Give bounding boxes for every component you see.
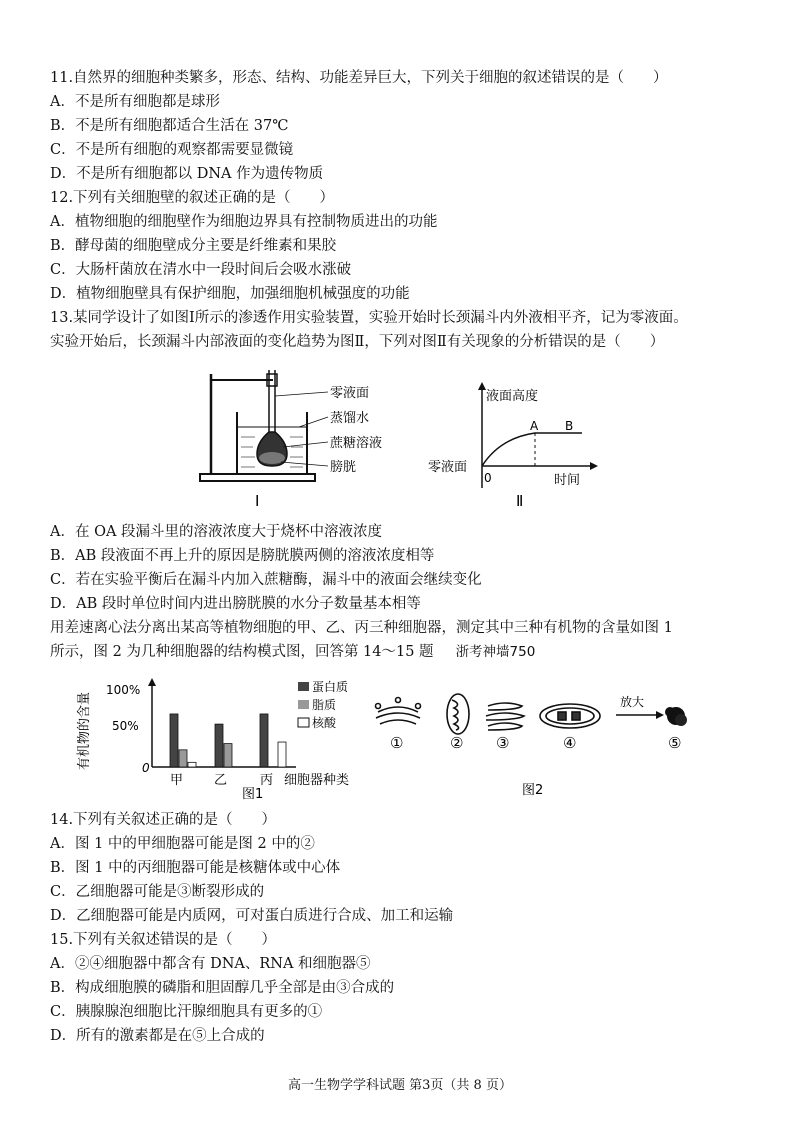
q12-option-c: C．大肠杆菌放在清水中一段时间后会吸水涨破	[50, 262, 352, 278]
bar-protein-2	[260, 714, 268, 767]
label-bladder: 膀胱	[330, 460, 357, 475]
xlabel-time: 时间	[554, 473, 581, 488]
q13-option-b: B．AB 段液面不再上升的原因是膀胱膜两侧的溶液浓度相等	[50, 548, 435, 564]
q12-stem: 12.下列有关细胞壁的叙述正确的是（ ）	[50, 190, 335, 206]
q13-stem-line1: 13.某同学设计了如图Ⅰ所示的渗透作用实验装置，实验开始时长颈漏斗内外液相平齐，记为零液面。	[50, 310, 688, 326]
legend-protein: 蛋白质	[312, 680, 349, 694]
figure-osmosis-apparatus	[195, 362, 385, 512]
bar-lipid-1	[224, 744, 232, 767]
organelle-label-5: ⑤	[668, 734, 682, 752]
zero-level-label: 零液面	[428, 460, 468, 475]
q15-option-c: C．胰腺腺泡细胞比汗腺细胞具有更多的①	[50, 1004, 323, 1020]
intro-line1: 用差速离心法分离出某高等植物细胞的甲、乙、丙三种细胞器，测定其中三种有机物的含量如图 1	[50, 620, 673, 636]
organelle-ribosome	[665, 707, 687, 726]
figure1-bar-chart	[70, 672, 410, 802]
q14-option-c: C．乙细胞器可能是③断裂形成的	[50, 884, 265, 900]
q11-option-a: A．不是所有细胞都是球形	[50, 94, 220, 110]
q11-option-c: C．不是所有细胞的观察都需要显微镜	[50, 142, 294, 158]
organelle-label-4: ④	[563, 734, 577, 752]
q12-option-d: D．植物细胞壁具有保护细胞，加强细胞机械强度的功能	[50, 286, 410, 302]
zoom-label: 放大	[620, 695, 645, 709]
label-zero-level: 零液面	[330, 386, 370, 401]
cat-yi: 乙	[214, 773, 228, 788]
origin-label: 0	[484, 471, 492, 485]
bar-nucleic-0	[188, 762, 196, 767]
q15-option-a: A．②④细胞器中都含有 DNA、RNA 和细胞器⑤	[50, 956, 371, 972]
chart-ylabel: 有机物的含量	[77, 691, 92, 770]
point-b: B	[565, 419, 574, 433]
watermark: 浙考神墙750	[455, 644, 536, 660]
q11-stem: 11.自然界的细胞种类繁多，形态、结构、功能差异巨大，下列关于细胞的叙述错误的是（ ）	[50, 70, 668, 86]
q14-option-d: D．乙细胞器可能是内质网，可对蛋白质进行合成、加工和运输	[50, 908, 454, 924]
figure2-organelles	[370, 690, 710, 800]
figure-level-curve	[420, 380, 600, 512]
chart-title: 图1	[242, 787, 264, 802]
organelle-mitochondrion	[447, 694, 469, 734]
q11-option-b: B．不是所有细胞都适合生活在 37℃	[50, 118, 289, 134]
q14-option-a: A．图 1 中的甲细胞器可能是图 2 中的②	[50, 836, 315, 852]
q15-option-b: B．构成细胞膜的磷脂和胆固醇几乎全部是由③合成的	[50, 980, 395, 996]
legend-swatch-protein	[298, 682, 309, 691]
figure1-caption: Ⅰ	[255, 492, 260, 510]
page-footer: 高一生物学学科试题 第3页（共 8 页）	[288, 1078, 512, 1093]
organelle-label-3: ③	[496, 734, 510, 752]
organelle-chloroplast	[540, 704, 600, 728]
q14-stem: 14.下列有关叙述正确的是（ ）	[50, 812, 277, 828]
organelle-er	[486, 703, 524, 730]
bar-protein-0	[170, 714, 178, 767]
label-distilled-water: 蒸馏水	[330, 411, 370, 426]
zoom-arrowhead	[656, 711, 664, 719]
q12-option-a: A．植物细胞的细胞壁作为细胞边界具有控制物质进出的功能	[50, 214, 438, 230]
q15-option-d: D．所有的激素都是在⑤上合成的	[50, 1028, 265, 1044]
figure2-caption: Ⅱ	[516, 492, 524, 510]
q13-option-d: D．AB 段时单位时间内进出膀胱膜的水分子数量基本相等	[50, 596, 421, 612]
q11-option-d: D．不是所有细胞都以 DNA 作为遗传物质	[50, 166, 324, 182]
bar-nucleic-2	[278, 742, 286, 767]
legend-nucleic: 核酸	[312, 716, 337, 730]
label-sucrose-solution: 蔗糖溶液	[330, 436, 383, 451]
ytick-0: 0	[142, 761, 150, 775]
legend-lipid: 脂质	[312, 698, 337, 712]
cat-jia: 甲	[170, 773, 184, 788]
q15-stem: 15.下列有关叙述错误的是（ ）	[50, 932, 277, 948]
bar-lipid-0	[179, 750, 187, 767]
organelle-golgi	[376, 698, 421, 725]
q13-option-c: C．若在实验平衡后在漏斗内加入蔗糖酶，漏斗中的液面会继续变化	[50, 572, 482, 588]
ytick-100: 100%	[106, 683, 141, 697]
q13-option-a: A．在 OA 段漏斗里的溶液浓度大于烧杯中溶液浓度	[50, 524, 383, 540]
point-a: A	[530, 419, 539, 433]
bar-protein-1	[215, 724, 223, 767]
ylabel-level-height: 液面高度	[486, 389, 539, 404]
q12-option-b: B．酵母菌的细胞壁成分主要是纤维素和果胶	[50, 238, 337, 254]
organelle-label-1: ①	[390, 734, 404, 752]
cat-bing: 丙	[260, 773, 274, 788]
legend-swatch-nucleic	[298, 718, 309, 727]
legend-swatch-lipid	[298, 700, 309, 709]
intro-line2	[50, 643, 535, 661]
intro-line2-text: 所示，图 2 为几种细胞器的结构模式图，回答第 14～15 题	[50, 644, 434, 660]
figure2-title: 图2	[522, 783, 544, 798]
q13-stem-line2: 实验开始后，长颈漏斗内部液面的变化趋势为图Ⅱ，下列对图Ⅱ有关现象的分析错误的是（ ）	[50, 334, 665, 350]
q14-option-b: B．图 1 中的丙细胞器可能是核糖体或中心体	[50, 860, 341, 876]
chart-y-arrow	[148, 678, 156, 686]
ytick-50: 50%	[112, 719, 139, 733]
organelle-label-2: ②	[450, 734, 464, 752]
chart-xlabel: 细胞器种类	[284, 773, 350, 788]
